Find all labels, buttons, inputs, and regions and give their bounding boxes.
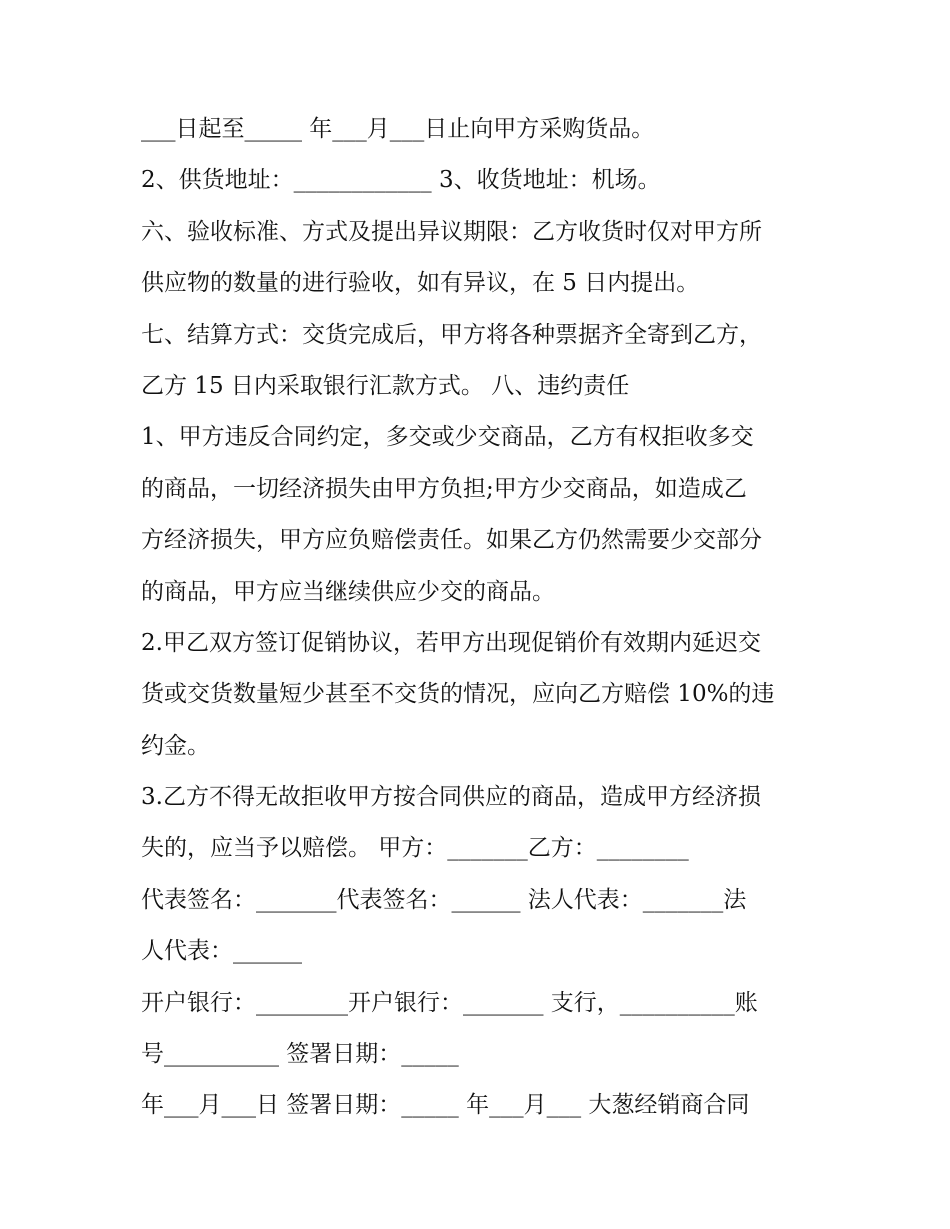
text-line: 2.甲乙双方签订促销协议，若甲方出现促销价有效期内延迟交 [141, 629, 761, 656]
text-line: 货或交货数量短少甚至不交货的情况，应向乙方赔偿 10%的违 [141, 681, 775, 708]
text-line: 2、供货地址：____________ 3、收货地址：机场。 [141, 167, 661, 194]
text-line: 七、结算方式：交货完成后，甲方将各种票据齐全寄到乙方， [141, 321, 762, 348]
text-line: ___日起至_____ 年___月___日止向甲方采购货品。 [141, 116, 655, 142]
text-line: 供应物的数量的进行验收，如有异议，在 5 日内提出。 [141, 270, 700, 297]
text-line: 1、甲方违反合同约定，多交或少交商品，乙方有权拒收多交 [141, 424, 754, 451]
text-line: 年___月___日 签署日期：_____ 年___月___ 大葱经销商合同 [141, 1092, 750, 1119]
text-line: 失的，应当予以赔偿。 甲方：_______乙方：________ [141, 835, 689, 862]
text-line: 3.乙方不得无故拒收甲方按合同供应的商品，造成甲方经济损 [141, 784, 761, 811]
text-line: 六、验收标准、方式及提出异议期限：乙方收货时仅对甲方所 [141, 218, 762, 245]
text-line: 号__________ 签署日期：_____ [141, 1041, 459, 1068]
text-line: 的商品，甲方应当继续供应少交的商品。 [141, 578, 555, 605]
text-line: 人代表：______ [141, 938, 302, 965]
text-line: 乙方 15 日内采取银行汇款方式。 八、违约责任 [141, 372, 630, 399]
text-line: 代表签名：_______代表签名：______ 法人代表：_______法 [141, 886, 747, 913]
text-line: 开户银行：________开户银行：_______ 支行，__________账 [141, 989, 758, 1016]
contract-text [141, 104, 821, 1132]
text-line: 约金。 [141, 732, 210, 759]
text-line: 的商品，一切经济损失由甲方负担;甲方少交商品，如造成乙 [141, 475, 747, 502]
text-line: 方经济损失，甲方应负赔偿责任。如果乙方仍然需要少交部分 [141, 527, 762, 554]
